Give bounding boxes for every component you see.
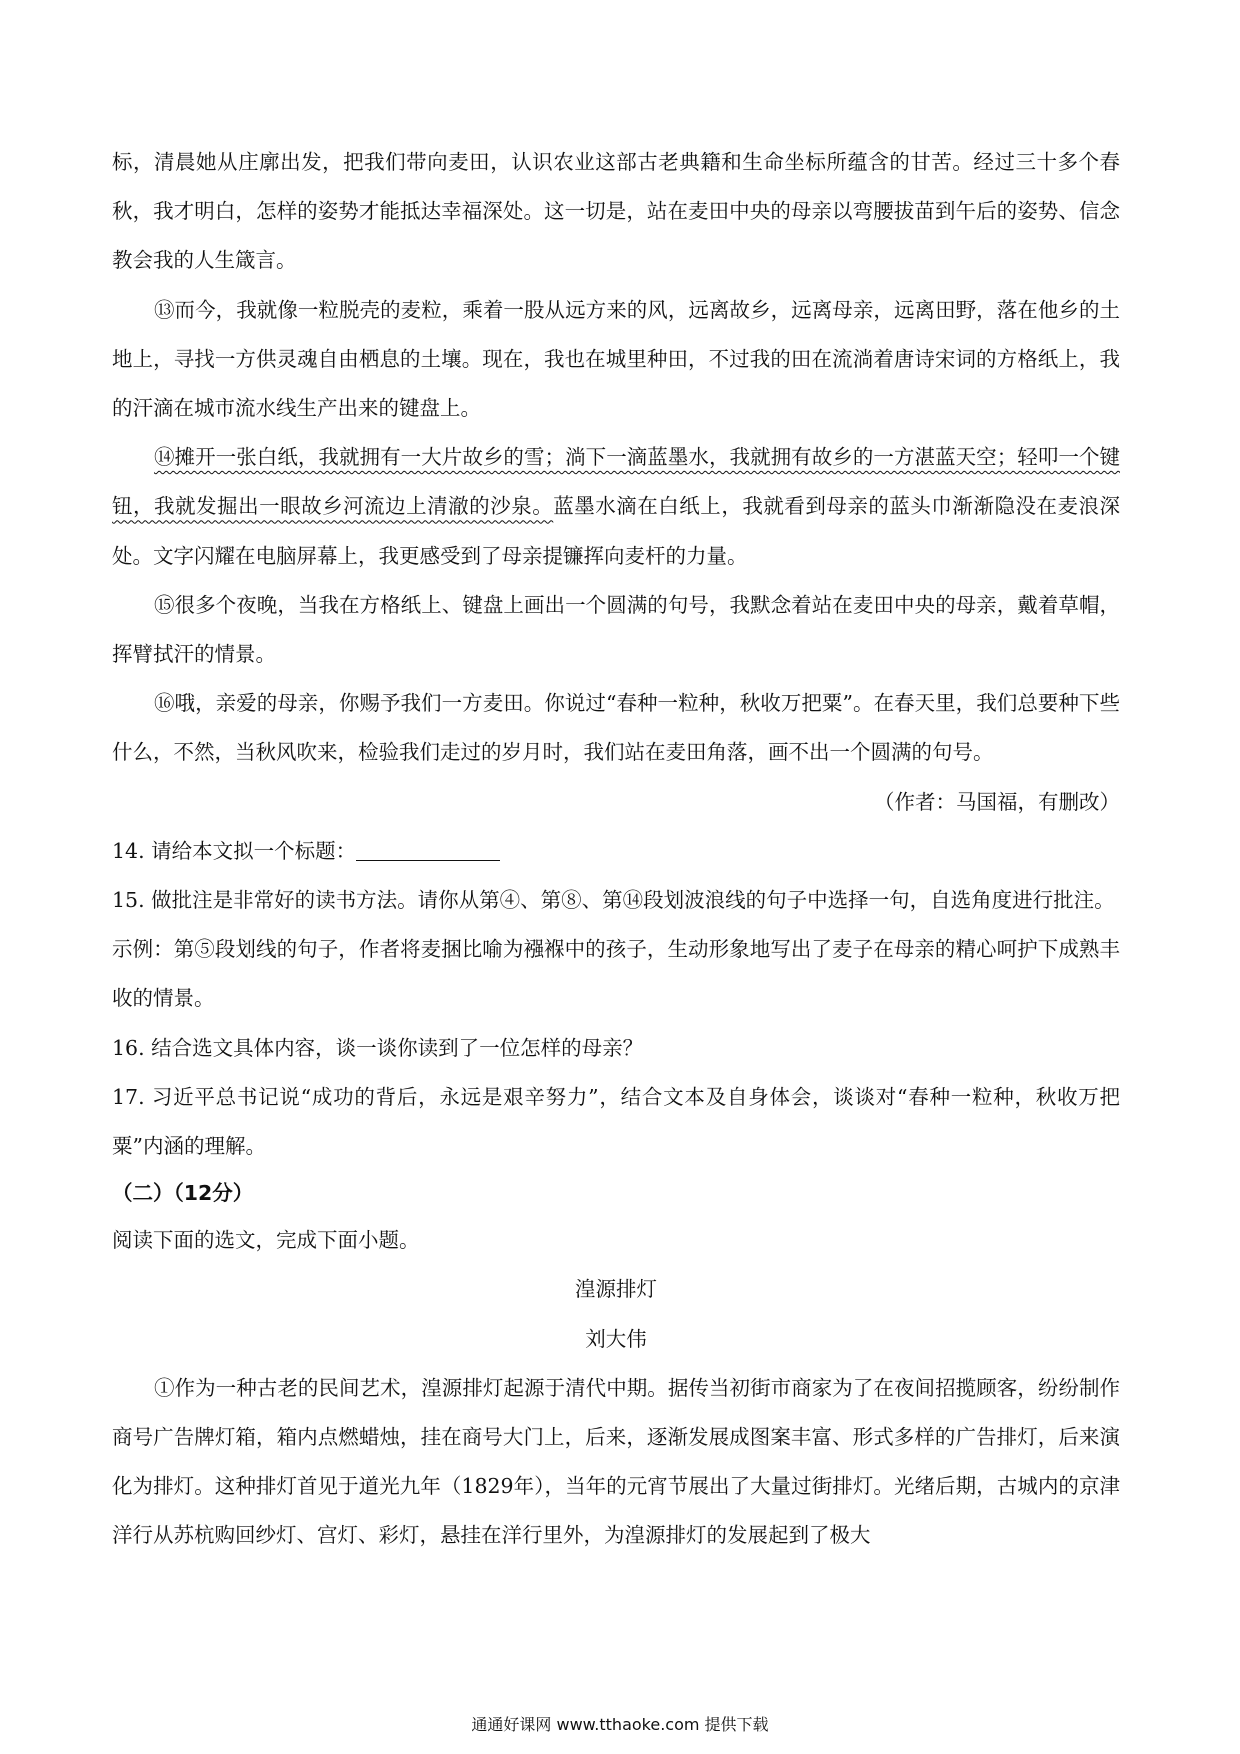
paragraph-continued: 标，清晨她从庄廓出发，把我们带向麦田，认识农业这部古老典籍和生命坐标所蕴含的甘苦。经过三十多个春秋，我才明白，怎样的姿势才能抵达幸福深处。这一切是，站在麦田中央的母亲以弯腰拔苗到午后的姿势、信念教会我的人生箴言。 <box>112 150 1120 273</box>
answer-blank[interactable] <box>356 838 500 861</box>
article-title: 湟源排灯 <box>575 1277 657 1302</box>
question-17: 17. 习近平总书记说“成功的背后，永远是艰辛努力”，结合文本及自身体会，谈谈对“春种一粒种，秋收万把粟”内涵的理解。 <box>112 1084 1120 1159</box>
question-16: 16. 结合选文具体内容，谈一谈你读到了一位怎样的母亲？ <box>112 1035 644 1060</box>
question-15-example: 示例：第⑤段划线的句子，作者将麦捆比喻为襁褓中的孩子，生动形象地写出了麦子在母亲的精心呵护下成熟丰收的情景。 <box>112 937 1120 1011</box>
question-14-text: 14. 请给本文拟一个标题： <box>112 838 357 863</box>
paragraph-13: ⑬而今，我就像一粒脱壳的麦粒，乘着一股从远方来的风，远离故乡，远离母亲，远离田野，落在他乡的土地上，寻找一方供灵魂自由栖息的土壤。现在，我也在城里种田，不过我的田在流淌着唐诗宋词的方格纸上，我的汗滴在城市流水线生产出来的键盘上。 <box>112 297 1120 421</box>
page-footer: 通通好课网 www.tthaoke.com 提供下载 <box>471 1715 769 1734</box>
question-15: 15. 做批注是非常好的读书方法。请你从第④、第⑧、第⑭段划波浪线的句子中选择一句，自选角度进行批注。 <box>112 888 1115 913</box>
paragraph-14 <box>112 433 1120 581</box>
wavy-underlined-sentence: ⑭摊开一张白纸，我就拥有一大片故乡的雪；淌下一滴蓝墨水，我就拥有故乡的一方湛蓝天空；轻叩一个键钮，我就发掘出一眼故乡河流边上清澈的沙泉。 <box>112 445 1120 519</box>
author-credit: （作者：马国福，有删改） <box>874 789 1120 814</box>
paragraph-16: ⑯哦，亲爱的母亲，你赐予我们一方麦田。你说过“春种一粒种，秋收万把粟”。在春天里，我们总要种下些什么，不然，当秋风吹来，检验我们走过的岁月时，我们站在麦田角落，画不出一个圆满的句号。 <box>112 691 1120 765</box>
question-14 <box>112 827 1120 876</box>
section-instruction: 阅读下面的选文，完成下面小题。 <box>112 1228 420 1253</box>
paragraph-14-rest: 蓝墨水滴在白纸上，我就看到母亲的蓝头巾渐渐隐没在麦浪深处。文字闪耀在电脑屏幕上，我更感受到了母亲提镰挥向麦杆的力量。 <box>112 494 1121 568</box>
section-heading: （二）（12分） <box>112 1181 254 1206</box>
article-author: 刘大伟 <box>585 1326 647 1351</box>
paragraph-15: ⑮很多个夜晚，当我在方格纸上、键盘上画出一个圆满的句号，我默念着站在麦田中央的母亲，戴着草帽，挥臂拭汗的情景。 <box>112 592 1120 667</box>
document-body <box>112 138 1120 1561</box>
article-paragraph-1: ①作为一种古老的民间艺术，湟源排灯起源于清代中期。据传当初街市商家为了在夜间招揽顾客，纷纷制作商号广告牌灯箱，箱内点燃蜡烛，挂在商号大门上，后来，逐渐发展成图案丰富、形式多样的广告排灯，后来演化为排灯。这种排灯首见于道光九年（1829年），当年的元宵节展出了大量过街排灯。光绪后期，古城内的京津洋行从苏杭购回纱灯、宫灯、彩灯，悬挂在洋行里外，为湟源排灯的发展起到了极大 <box>112 1375 1120 1548</box>
